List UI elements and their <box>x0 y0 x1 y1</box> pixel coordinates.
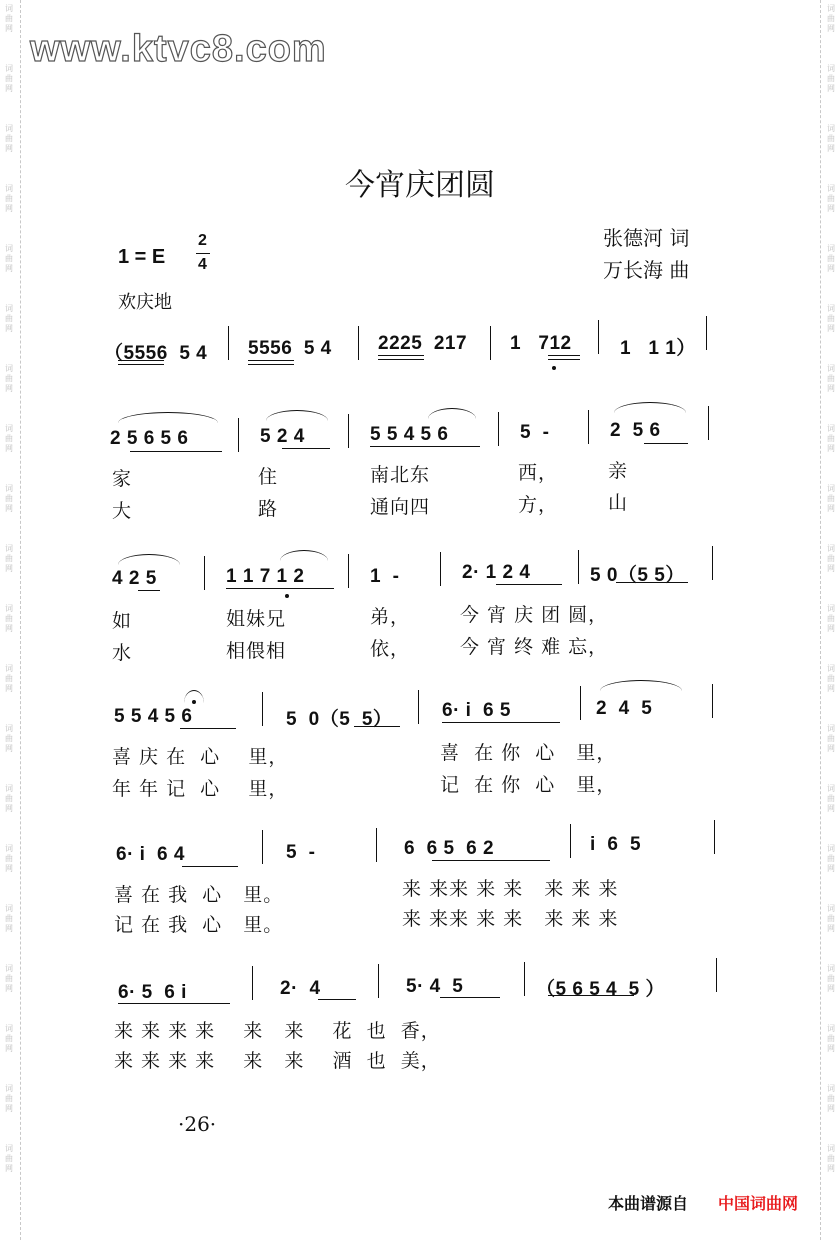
low-octave-dot <box>285 594 289 598</box>
measure: 5 0（5 5） <box>590 565 685 586</box>
lyric-verse2: 今 宵 终 难 忘， <box>460 636 609 658</box>
lyric-verse2: 水 <box>112 642 133 664</box>
time-signature-top: 2 <box>198 232 207 249</box>
measure: （5556 5 4 <box>104 343 208 364</box>
lyric-verse1: 住 <box>258 466 279 488</box>
beam <box>440 997 500 998</box>
barline <box>228 326 229 360</box>
margin-glyph-group: 词 曲 网 <box>5 304 13 333</box>
margin-glyph-group: 词 曲 网 <box>5 844 13 873</box>
margin-glyph-group: 词 曲 网 <box>827 844 835 873</box>
margin-glyph-group: 词 曲 网 <box>827 424 835 453</box>
measure: 5 0（5 5） <box>286 709 393 730</box>
barline <box>712 546 713 580</box>
margin-glyph-group: 词 曲 网 <box>827 1024 835 1053</box>
beam <box>118 364 164 365</box>
margin-glyph-group: 词 曲 网 <box>827 1144 835 1173</box>
margin-glyph-group: 词 曲 网 <box>827 544 835 573</box>
beam <box>138 590 160 591</box>
time-signature-line <box>196 253 210 254</box>
beam <box>548 359 580 360</box>
barline <box>440 552 441 586</box>
lyric-verse1: 南北东 <box>370 464 431 486</box>
beam <box>248 360 294 361</box>
song-title: 今宵庆团圆 <box>345 168 495 203</box>
barline <box>598 320 599 354</box>
tempo-marking: 欢庆地 <box>118 292 172 313</box>
slur <box>428 408 476 419</box>
lyric-verse1: 姐妹兄 <box>226 608 287 630</box>
low-octave-dot <box>552 366 556 370</box>
site-watermark: www.ktvc8.com <box>30 28 327 70</box>
barline <box>418 690 419 724</box>
measure: 5· 4 5 <box>406 976 464 997</box>
lyric-verse2: 依， <box>370 638 411 660</box>
lyric-verse1: 家 <box>112 468 133 490</box>
measure: 2 4 5 <box>596 698 653 719</box>
margin-glyph-group: 词 曲 网 <box>5 604 13 633</box>
margin-glyph-group: 词 曲 网 <box>5 364 13 393</box>
margin-glyph-group: 词 曲 网 <box>827 484 835 513</box>
margin-glyph-group: 词 曲 网 <box>827 4 835 33</box>
beam <box>118 1003 230 1004</box>
margin-glyph-group: 词 曲 网 <box>827 184 835 213</box>
margin-glyph-group: 词 曲 网 <box>827 784 835 813</box>
slur <box>280 550 328 561</box>
barline <box>376 828 377 862</box>
lyric-verse2: 来 来来 来 来 来 来 来 <box>402 908 619 930</box>
measure: 4 2 5 <box>112 568 157 589</box>
footer-site-link[interactable]: 中国词曲网 <box>718 1194 799 1213</box>
lyric-verse2: 年 年 记 心 里， <box>112 778 289 800</box>
margin-glyph-group: 词 曲 网 <box>827 124 835 153</box>
lyric-verse1: 喜 在 你 心 里， <box>440 742 617 764</box>
lyric-verse2: 大 <box>112 500 133 522</box>
barline <box>714 820 715 854</box>
footer-source-label: 本曲谱源自 <box>608 1194 689 1213</box>
barline <box>204 556 205 590</box>
barline <box>570 824 571 858</box>
lyric-verse1: 弟， <box>370 606 411 628</box>
barline <box>580 686 581 720</box>
lyric-verse1: 如 <box>112 610 133 632</box>
lyric-verse1: 西， <box>518 462 559 484</box>
margin-glyph-group: 词 曲 网 <box>5 124 13 153</box>
barline <box>498 412 499 446</box>
margin-glyph-group: 词 曲 网 <box>5 1024 13 1053</box>
barline <box>716 958 717 992</box>
key-signature: 1 = E <box>118 246 166 268</box>
lyric-verse1: 喜 在 我 心 里。 <box>114 884 284 906</box>
measure: 2 5 6 <box>610 420 661 441</box>
margin-glyph-group: 词 曲 网 <box>5 784 13 813</box>
lyric-verse1: 来 来来 来 来 来 来 来 <box>402 878 619 900</box>
margin-glyph-group: 词 曲 网 <box>5 724 13 753</box>
beam <box>616 582 688 583</box>
measure: i 6 5 <box>590 834 642 855</box>
composer-credit: 万长海 曲 <box>603 258 690 282</box>
lyric-verse1: 来 来 来 来 来 来 花 也 香， <box>114 1020 441 1042</box>
measure: 2· 4 <box>280 978 321 999</box>
beam <box>370 446 480 447</box>
measure: 2 5 6 5 6 <box>110 428 189 449</box>
margin-glyph-group: 词 曲 网 <box>5 664 13 693</box>
beam <box>226 588 334 589</box>
beam <box>378 355 424 356</box>
beam <box>644 443 688 444</box>
measure: 1 - <box>370 566 400 587</box>
margin-glyph-group: 词 曲 网 <box>5 184 13 213</box>
margin-glyph-group: 词 曲 网 <box>5 904 13 933</box>
margin-glyph-group: 词 曲 网 <box>5 64 13 93</box>
barline <box>712 684 713 718</box>
beam <box>318 999 356 1000</box>
barline <box>348 554 349 588</box>
measure: 2225 217 <box>378 333 468 354</box>
margin-glyph-group: 词 曲 网 <box>5 244 13 273</box>
beam <box>496 584 562 585</box>
margin-glyph-group: 词 曲 网 <box>827 364 835 393</box>
margin-glyph-group: 词 曲 网 <box>827 304 835 333</box>
lyric-verse1: 亲 <box>608 460 629 482</box>
lyric-verse2: 记 在 你 心 里， <box>440 774 617 796</box>
time-signature-bottom: 4 <box>198 256 207 273</box>
beam <box>282 448 330 449</box>
beam <box>118 360 164 361</box>
barline <box>578 550 579 584</box>
beam <box>378 359 424 360</box>
beam <box>442 722 560 723</box>
slur <box>118 412 218 423</box>
margin-glyph-group: 词 曲 网 <box>827 1084 835 1113</box>
margin-glyph-group: 词 曲 网 <box>5 1144 13 1173</box>
slur <box>614 402 686 413</box>
margin-glyph-group: 词 曲 网 <box>827 604 835 633</box>
barline <box>706 316 707 350</box>
measure: 2· 1 2 4 <box>462 562 531 583</box>
margin-glyph-group: 词 曲 网 <box>5 964 13 993</box>
beam <box>548 355 580 356</box>
measure: 6· i 6 4 <box>116 844 185 865</box>
fermata-dot <box>192 700 196 704</box>
measure: 5556 5 4 <box>248 338 332 359</box>
beam <box>548 995 634 996</box>
beam <box>180 728 236 729</box>
barline <box>588 410 589 444</box>
margin-glyph-group: 词 曲 网 <box>827 664 835 693</box>
barline <box>358 326 359 360</box>
measure: 5 5 4 5 6 <box>114 706 193 727</box>
margin-glyph-group: 词 曲 网 <box>827 964 835 993</box>
measure: 5 - <box>286 842 316 863</box>
measure: 6· i 6 5 <box>442 700 511 721</box>
beam <box>248 364 294 365</box>
lyric-verse2: 相偎相 <box>226 640 287 662</box>
measure: 1 712 <box>510 333 572 354</box>
beam <box>130 451 222 452</box>
slur <box>118 554 180 565</box>
measure: 1 1 7 1 2 <box>226 566 305 587</box>
barline <box>252 966 253 1000</box>
measure: （5 6 5 4 5 ） <box>536 979 666 1000</box>
barline <box>238 418 239 452</box>
measure: 1 1 1） <box>620 338 696 359</box>
margin-glyph-group: 词 曲 网 <box>827 724 835 753</box>
margin-glyph-group: 词 曲 网 <box>5 4 13 33</box>
lyric-verse2: 路 <box>258 498 279 520</box>
lyric-verse2: 山 <box>608 492 629 514</box>
measure: 5 5 4 5 6 <box>370 424 449 445</box>
slur <box>600 680 682 691</box>
barline <box>378 964 379 998</box>
barline <box>490 326 491 360</box>
page-number: ·26· <box>178 1112 217 1136</box>
barline <box>524 962 525 996</box>
beam <box>182 866 238 867</box>
margin-glyph-group: 词 曲 网 <box>5 1084 13 1113</box>
lyric-verse1: 喜 庆 在 心 里， <box>112 746 289 768</box>
lyric-verse2: 方， <box>518 494 559 516</box>
measure: 6· 5 6 i <box>118 982 187 1003</box>
barline <box>262 692 263 726</box>
margin-glyph-group: 词 曲 网 <box>5 424 13 453</box>
margin-glyph-group: 词 曲 网 <box>5 484 13 513</box>
margin-glyph-group: 词 曲 网 <box>827 64 835 93</box>
lyric-verse2: 记 在 我 心 里。 <box>114 914 284 936</box>
margin-glyph-group: 词 曲 网 <box>5 544 13 573</box>
margin-glyph-group: 词 曲 网 <box>827 244 835 273</box>
beam <box>432 860 550 861</box>
slur <box>266 410 328 421</box>
margin-glyph-group: 词 曲 网 <box>827 904 835 933</box>
measure: 5 2 4 <box>260 426 305 447</box>
lyric-verse2: 通向四 <box>370 496 431 518</box>
lyric-verse2: 来 来 来 来 来 来 酒 也 美， <box>114 1050 441 1072</box>
lyric-verse1: 今 宵 庆 团 圆， <box>460 604 609 626</box>
lyricist-credit: 张德河 词 <box>603 226 690 250</box>
barline <box>348 414 349 448</box>
barline <box>708 406 709 440</box>
measure: 6 6 5 6 2 <box>404 838 495 859</box>
measure: 5 - <box>520 422 550 443</box>
beam <box>354 726 400 727</box>
barline <box>262 830 263 864</box>
